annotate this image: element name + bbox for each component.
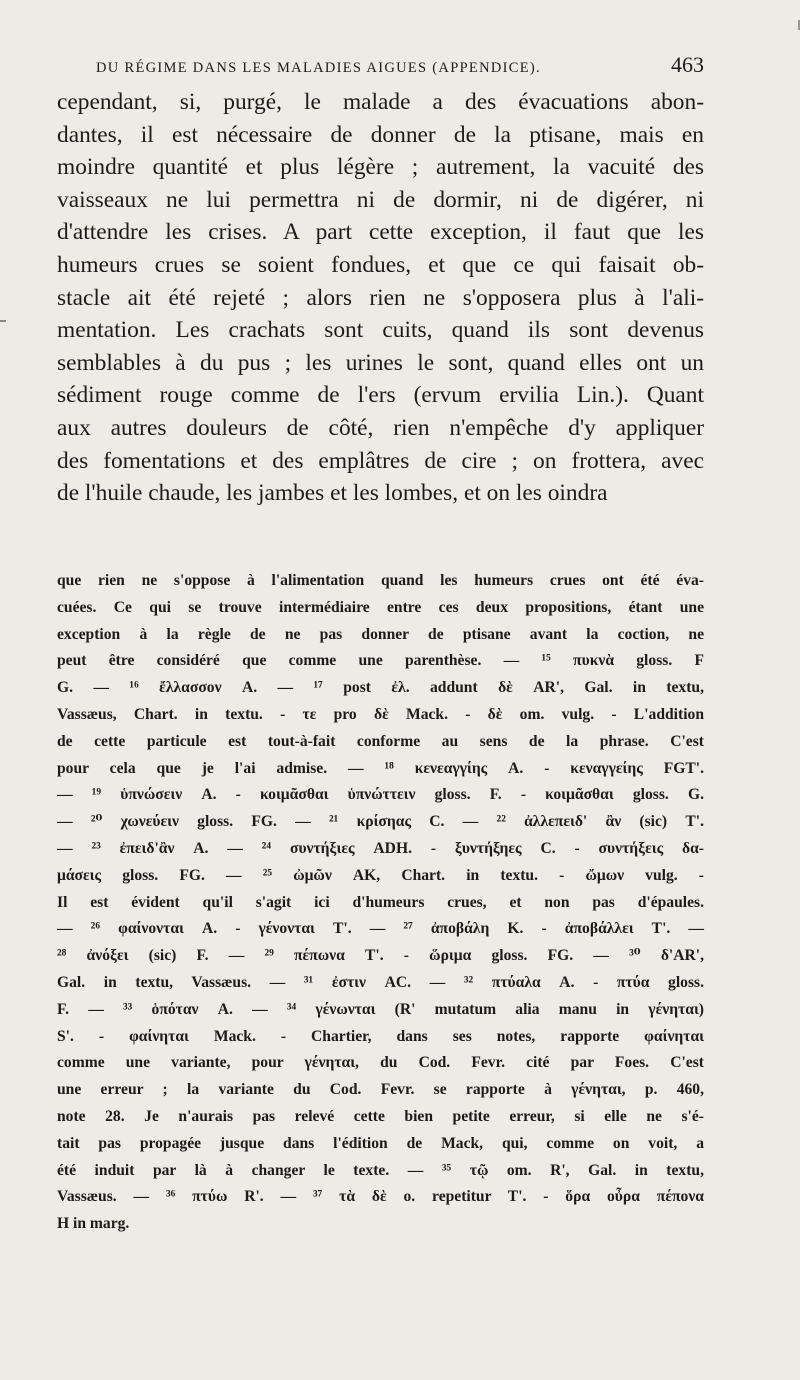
main-text-line: semblables à du pus ; les urines le sont, quand elles ont un [57,349,704,376]
main-text-line: vaisseaux ne lui permettra ni de dormir, ni de digérer, ni [57,186,704,213]
main-text-line: dantes, il est nécessaire de donner de la ptisane, mais en [57,121,704,148]
footnote-line: Vassæus, Chart. in textu. - τε pro δὲ Mack. - δὲ om. vulg. - L'addition [57,705,704,723]
footnote-line: été induit par là à changer le texte. — ³⁵ τῷ om. R', Gal. in textu, [57,1161,704,1179]
main-text-line: stacle ait été rejeté ; alors rien ne s'opposera plus à l'ali- [57,284,704,311]
footnote-line: μάσεις gloss. FG. — ²⁵ ὠμῶν AK, Chart. in textu. - ὤμων vulg. - [57,866,704,884]
footnote-line: pour cela que je l'ai admise. — ¹⁸ κενεαγγίης A. - κεναγγείης FGT'. [57,759,704,777]
main-text-line: de l'huile chaude, les jambes et les lombes, et on les oindra [57,480,608,507]
footnote-line: — ²⁰ χωνεύειν gloss. FG. — ²¹ κρίσηας C. — ²² ἀλλεπειδ' ἂν (sic) T'. [57,813,704,831]
footnote-line: de cette particule est tout-à-fait conforme au sens de la phrase. C'est [57,732,704,750]
main-text-line: humeurs crues se soient fondues, et que ce qui faisait ob- [57,251,704,278]
footnote-line: exception à la règle de ne pas donner de ptisane avant la coction, ne [57,625,704,643]
footnote-line: comme une variante, pour γένηται, du Cod. Fevr. cité par Foes. C'est [57,1054,704,1072]
footnote-line: G. — ¹⁶ ἔλλασσον A. — ¹⁷ post ἐλ. addunt δὲ AR', Gal. in textu, [57,679,704,697]
page-header [96,52,704,84]
main-text-line: des fomentations et des emplâtres de cire ; on frottera, avec [57,447,704,474]
footnote-line: — ²⁶ φαίνονται A. - γένονται T'. — ²⁷ ἀποβάλη K. - ἀποβάλλει T'. — [57,920,704,938]
main-text [57,86,704,510]
footnote-line: H in marg. [57,1215,130,1233]
footnote-line: — ²³ ἐπειδ'ἂν A. — ²⁴ συντήξιες ADH. - ξυντήξηες C. - συντήξεις δα- [57,839,704,857]
footnote-line: cuées. Ce qui se trouve intermédiaire entre ces deux propositions, étant une [57,598,704,616]
main-text-line: moindre quantité et plus légère ; autrement, la vacuité des [57,154,704,181]
main-text-line: d'attendre les crises. A part cette exception, il faut que les [57,219,704,246]
footnote-line: F. — ³³ ὁπόταν A. — ³⁴ γένωνται (R' mutatum alia manu in γένηται) [57,1000,704,1018]
page-number: 463 [671,52,704,77]
footnote-line: tait pas propagée jusque dans l'édition de Mack, qui, comme on voit, a [57,1134,704,1152]
running-head: DU RÉGIME DANS LES MALADIES AIGUES (APPENDICE). [96,60,541,76]
page-edge-mark [0,320,6,322]
footnote-line: Vassæus. — ³⁶ πτύω R'. — ³⁷ τὰ δὲ o. repetitur T'. - ὅρα οὖρα πέπονα [57,1188,704,1206]
main-text-line: cependant, si, purgé, le malade a des évacuations abon- [57,89,704,115]
footnote-line: S'. - φαίνηται Mack. - Chartier, dans ses notes, rapporte φαίνηται [57,1027,704,1045]
footnote-line: que rien ne s'oppose à l'alimentation quand les humeurs crues ont été éva- [57,572,704,589]
footnote-line: note 28. Je n'aurais pas relevé cette bien petite erreur, si elle ne s'é- [57,1107,704,1125]
main-text-line: mentation. Les crachats sont cuits, quand ils sont devenus [57,317,704,344]
footnote-line: ²⁸ ἀνόξει (sic) F. — ²⁹ πέπωνα T'. - ὥριμα gloss. FG. — ³⁰ δ'AR', [57,947,704,965]
footnote-line: Gal. in textu, Vassæus. — ³¹ ἐστιν AC. — ³² πτύαλα A. - πτύα gloss. [57,973,704,991]
footnote-line: — ¹⁹ ὑπνώσειν A. - κοιμᾶσθαι ὑπνώττειν gloss. F. - κοιμᾶσθαι gloss. G. [57,786,704,804]
footnotes [57,568,704,1238]
main-text-line: sédiment rouge comme de l'ers (ervum ervilia Lin.). Quant [57,382,704,409]
footnote-line: peut être considéré que comme une parenthèse. — ¹⁵ πυκνὰ gloss. F [57,652,704,670]
main-text-line: aux autres douleurs de côté, rien n'empêche d'y appliquer [57,414,704,441]
footnote-line: Il est évident qu'il s'agit ici d'humeurs crues, et non pas d'épaules. [57,893,704,911]
footnote-line: une erreur ; la variante du Cod. Fevr. se rapporte à γένηται, p. 460, [57,1081,704,1099]
